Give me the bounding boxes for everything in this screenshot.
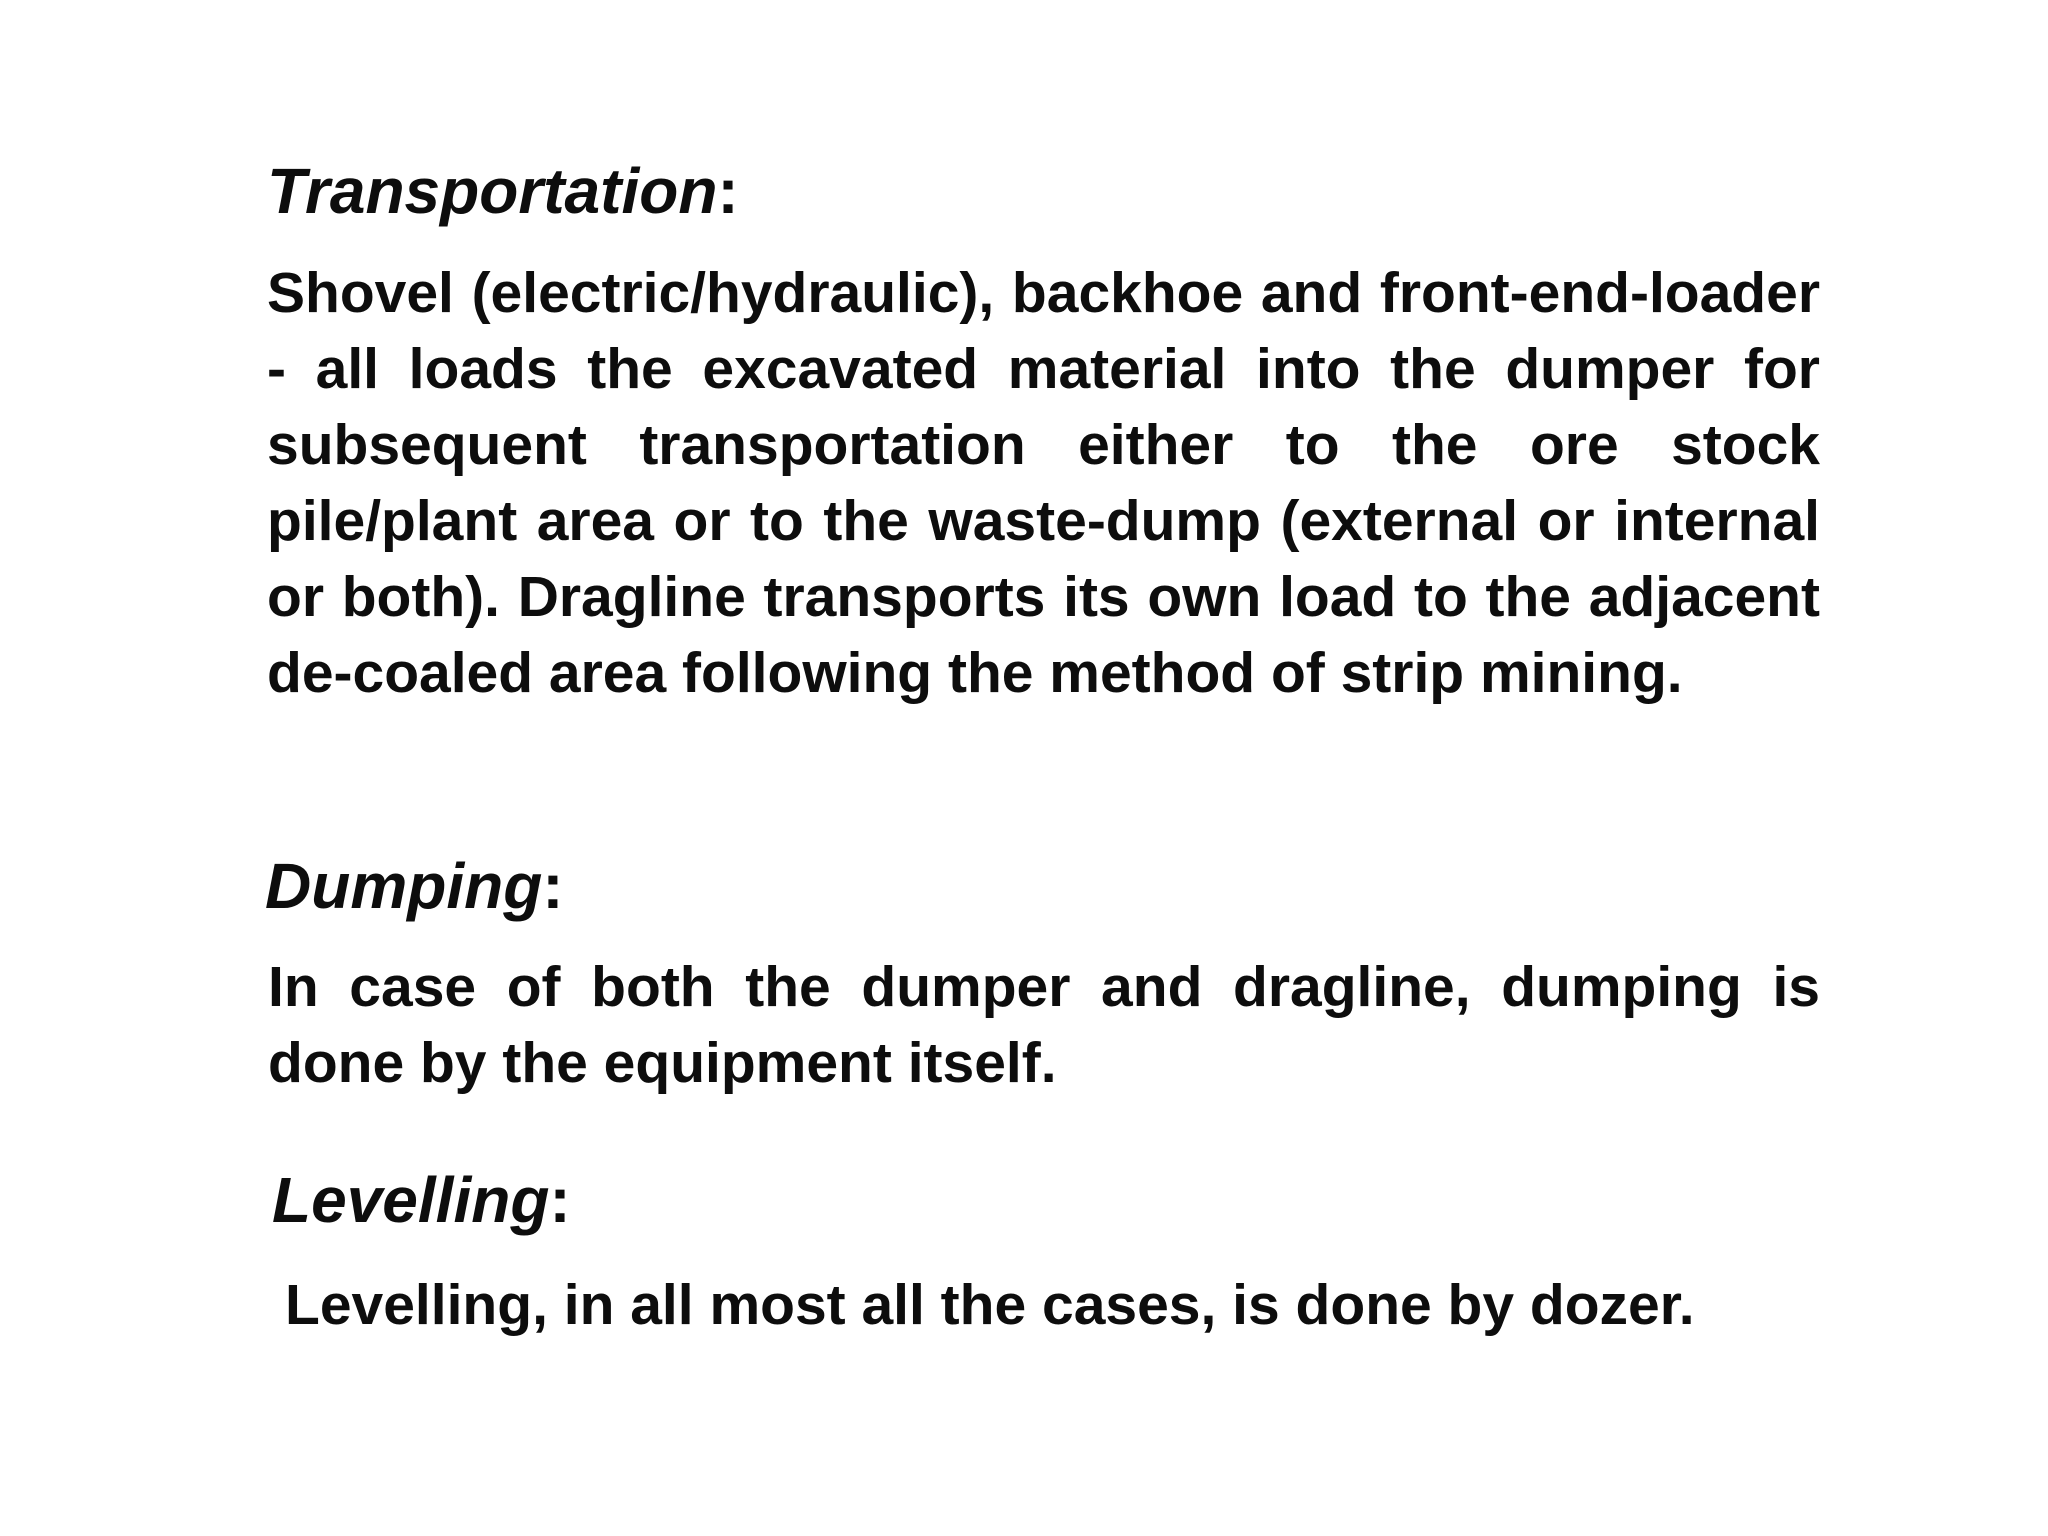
heading-dumping bbox=[265, 848, 564, 924]
paragraph-levelling: Levelling, in all most all the cases, is done by dozer. bbox=[285, 1273, 1695, 1337]
heading-transportation-term: Transportation bbox=[267, 155, 718, 227]
heading-transportation-colon: : bbox=[717, 155, 739, 227]
heading-levelling bbox=[272, 1162, 571, 1238]
heading-levelling-colon: : bbox=[549, 1164, 571, 1236]
heading-dumping-colon: : bbox=[542, 850, 564, 922]
paragraph-dumping: In case of both the dumper and dragline, dumping is done by the equipment itself. bbox=[268, 955, 1820, 1095]
paragraph-transportation: Shovel (electric/hydraulic), backhoe and front-end-loader - all loads the excavated material into the dumper for subsequent transportation either to the ore stock pile/plant area or to the waste-dump (external or internal or both). Dragline transports its own load to the adjacent de-coaled area following the method of strip mining. bbox=[267, 261, 1820, 705]
heading-transportation bbox=[267, 153, 739, 229]
heading-levelling-term: Levelling bbox=[272, 1164, 550, 1236]
heading-dumping-term: Dumping bbox=[265, 850, 543, 922]
